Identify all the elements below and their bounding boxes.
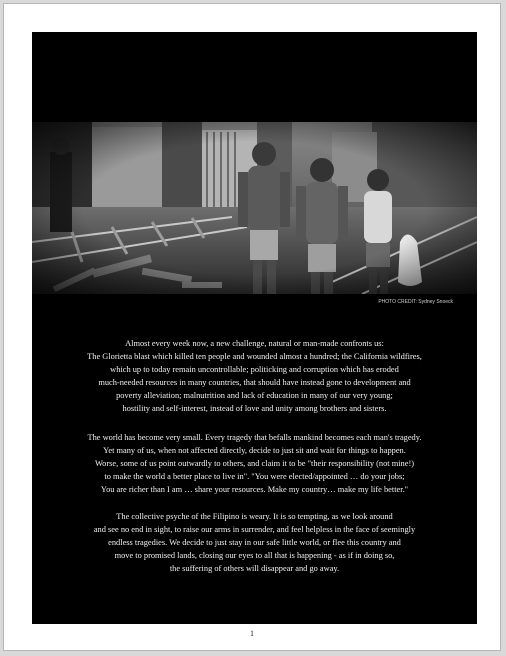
document-page (3, 3, 501, 651)
paragraph-line: to make the world a better place to live in". "You were elected/appointed … do your jobs; (104, 472, 405, 481)
photo-of-children-icon (32, 122, 477, 294)
paragraph-line: and see no end in sight, to raise our arms in surrender, and feel helpless in the face of seemingly (93, 525, 416, 534)
paragraph-line: The collective psyche of the Filipino is weary. It is so tempting, as we look around (116, 512, 393, 521)
paragraph-line: Worse, some of us point outwardly to others, and claim it to be "their responsibility (not mine!) (94, 459, 415, 468)
paragraph-2 (36, 431, 473, 496)
photo-image (32, 122, 477, 294)
paragraph-line: endless tragedies. We decide to just stay in our safe little world, or flee this country and (108, 538, 401, 547)
paragraph-line: The world has become very small. Every tragedy that befalls mankind becomes each man's tragedy. (87, 433, 422, 442)
paragraph-line: much-needed resources in many countries, that should have instead gone to development and (98, 378, 411, 387)
page-number: 1 (250, 629, 254, 638)
paragraph-line: You are richer than I am … share your resources. Make my country… make my life better." (100, 485, 409, 494)
paragraph-line: Almost every week now, a new challenge, natural or man-made confronts us: (125, 339, 384, 348)
paragraph-line: which up to today remain uncontrollable; politicking and corruption which has eroded (110, 365, 399, 374)
paragraph-line: poverty alleviation; malnutrition and lack of education in many of our very young; (116, 391, 393, 400)
paragraph-1 (36, 337, 473, 415)
paragraph-3 (36, 510, 473, 575)
paragraph-line: the suffering of others will disappear and go away. (169, 564, 340, 573)
paragraph-line: move to promised lands, closing our eyes to all that is happening - as if in doing so, (114, 551, 395, 560)
photo-credit: PHOTO CREDIT: Sydney Snoeck (378, 299, 453, 305)
paragraph-line: The Glorietta blast which killed ten people and wounded almost a hundred; the California wildfires, (87, 352, 422, 361)
paragraph-line: Yet many of us, when not affected directly, decide to just sit and wait for things to happen. (103, 446, 406, 455)
paragraph-line: hostility and self-interest, instead of love and unity among brothers and sisters. (122, 404, 387, 413)
black-content-panel (32, 32, 477, 624)
